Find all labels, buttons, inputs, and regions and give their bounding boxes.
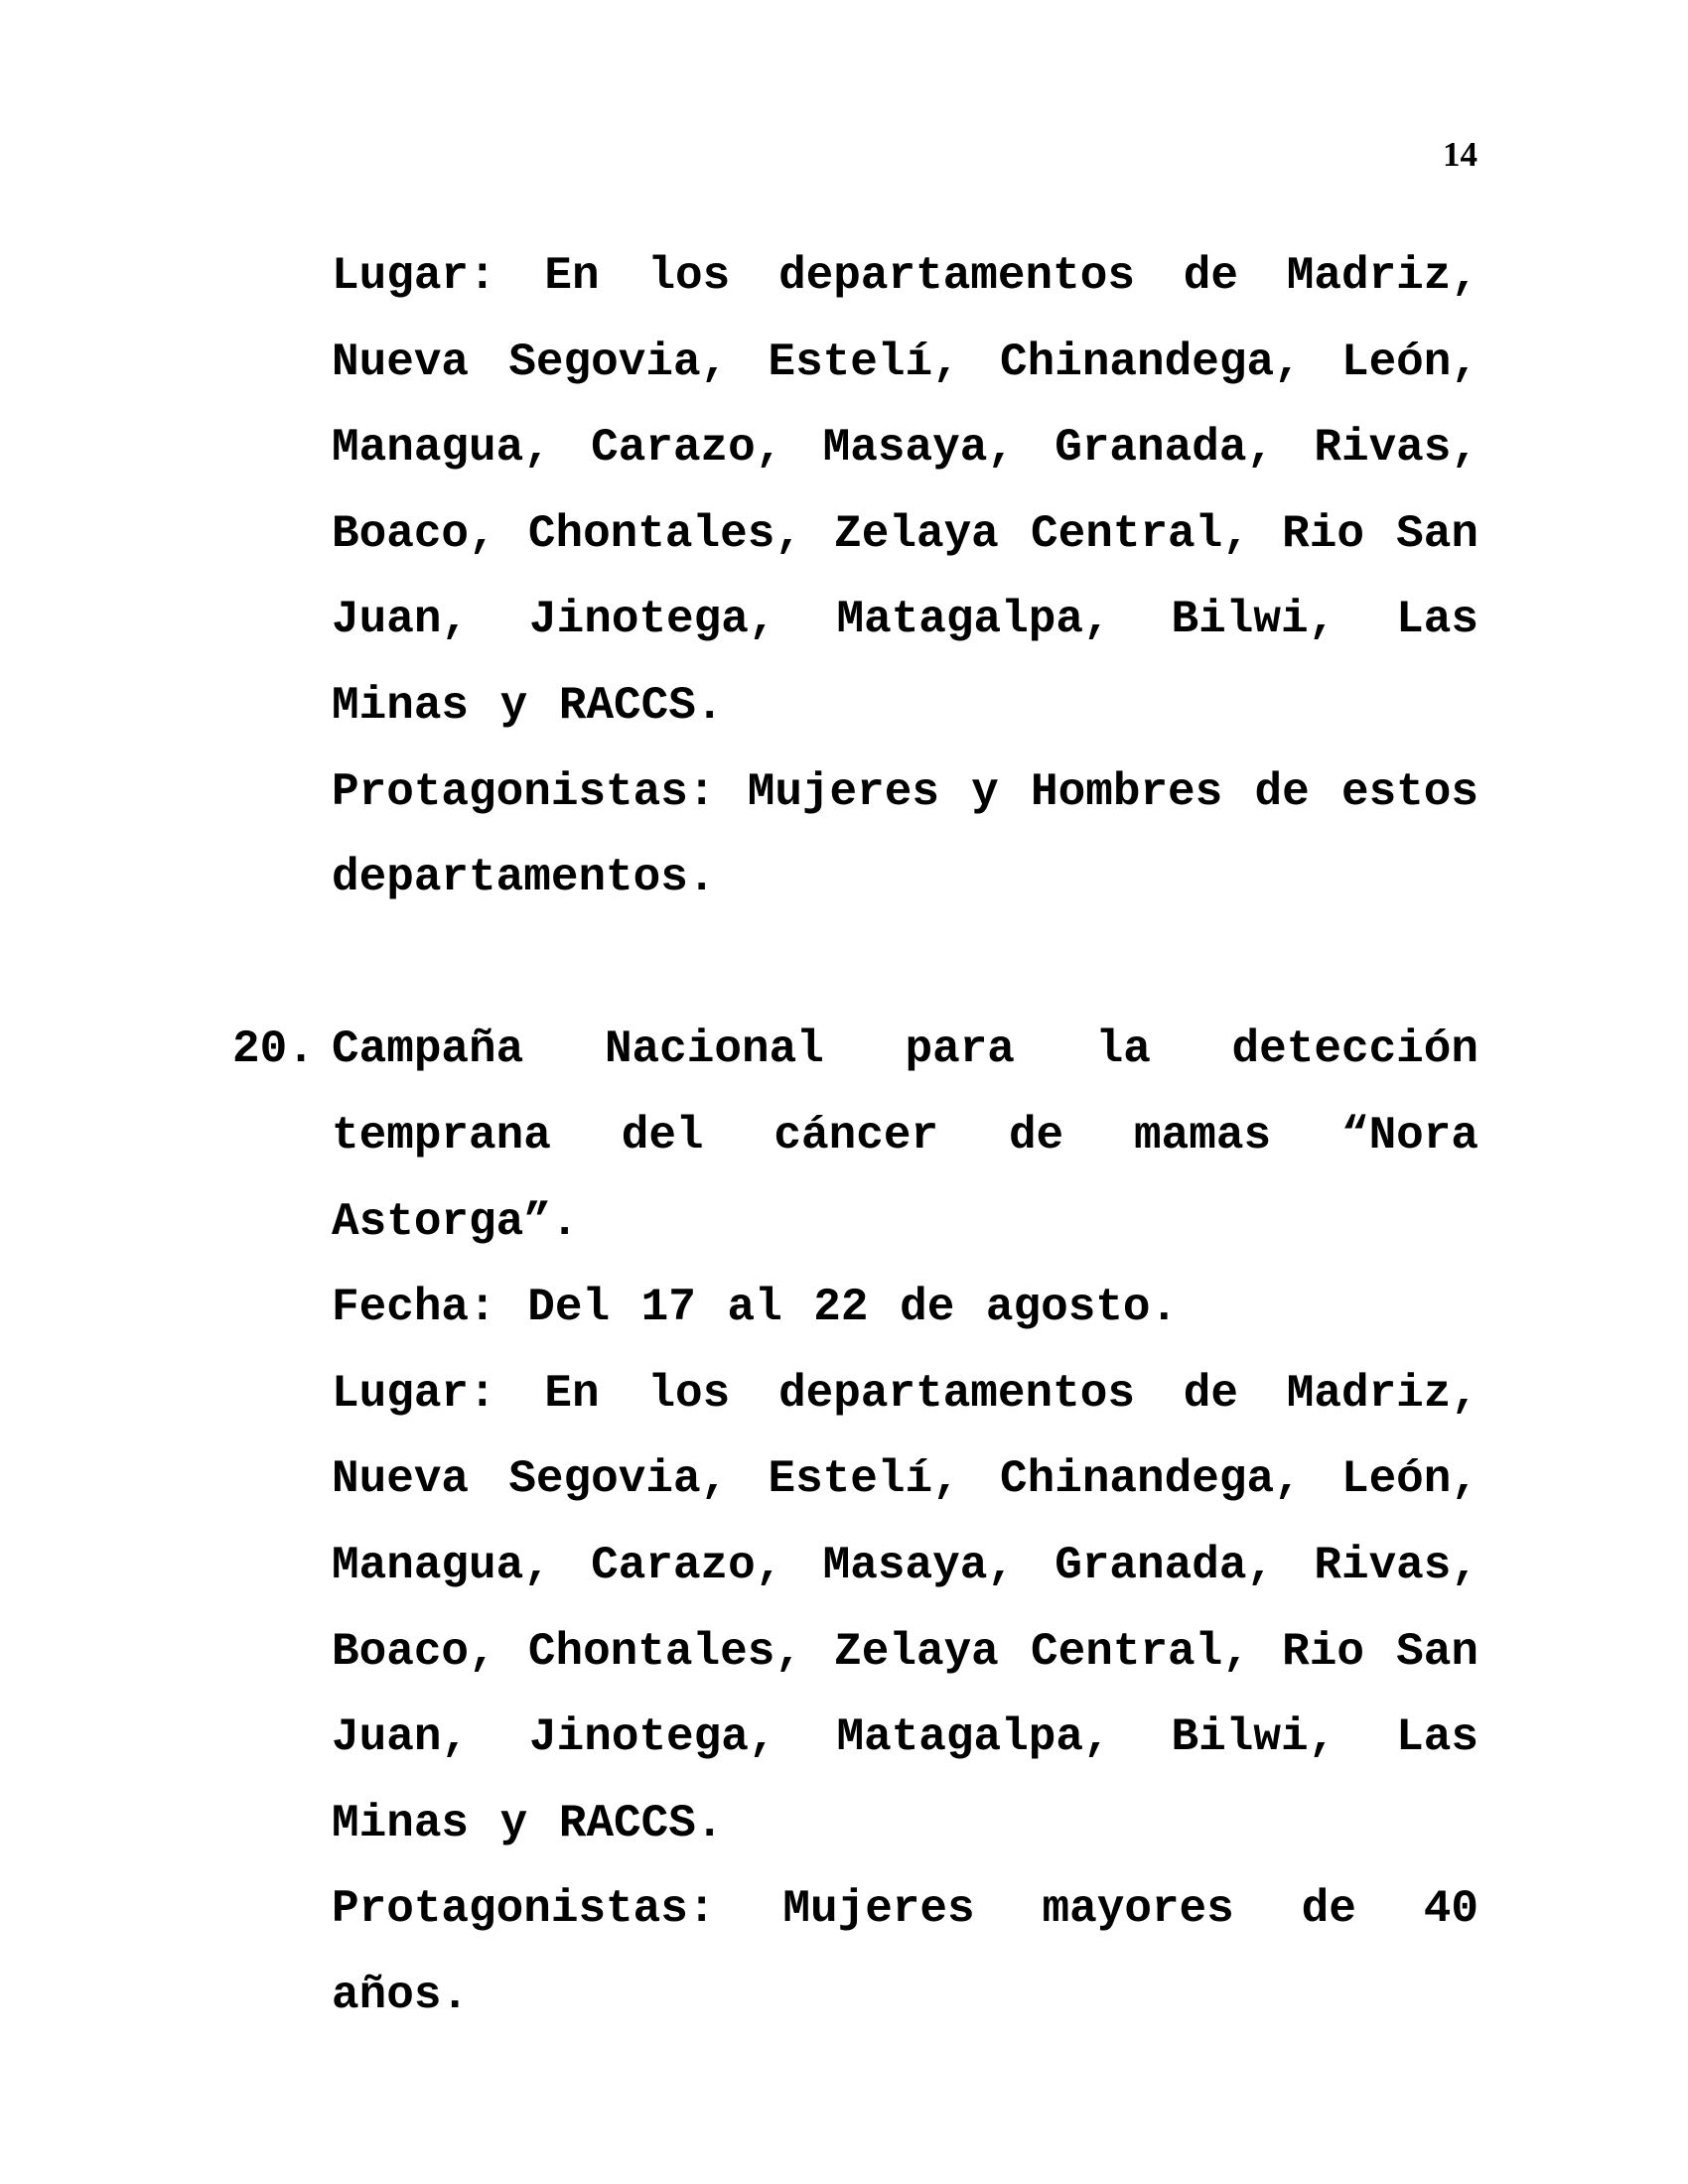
lugar-paragraph: Lugar: En los departamentos de Madriz, Nueva Segovia, Estelí, Chinandega, León, Managua, Carazo, Masaya, Granada, Rivas, Boaco, Chontales, Zelaya Central, Rio San Juan, Jinotega, Matagalpa, Bilwi, Las Minas y RACCS. [332, 1367, 1478, 1849]
protagonistas-paragraph: Protagonistas: Mujeres y Hombres de estos departamentos. [332, 765, 1478, 904]
protagonistas-paragraph: Protagonistas: Mujeres mayores de 40 años. [332, 1883, 1478, 2021]
document-body [232, 233, 1478, 2038]
list-item-number: 20. [232, 1024, 315, 1076]
campaign-title: Campaña Nacional para la detección temprana del cáncer de mamas “Nora Astorga”. [332, 1024, 1478, 1248]
paragraph-spacer [332, 921, 1478, 1008]
fecha-paragraph: Fecha: Del 17 al 22 de agosto. [332, 1282, 1179, 1334]
lugar-paragraph: Lugar: En los departamentos de Madriz, Nueva Segovia, Estelí, Chinandega, León, Managua, Carazo, Masaya, Granada, Rivas, Boaco, Chontales, Zelaya Central, Rio San Juan, Jinotega, Matagalpa, Bilwi, Las Minas y RACCS. [332, 250, 1478, 732]
page-number: 14 [1443, 135, 1477, 174]
list-item-20 [232, 1007, 1478, 2038]
